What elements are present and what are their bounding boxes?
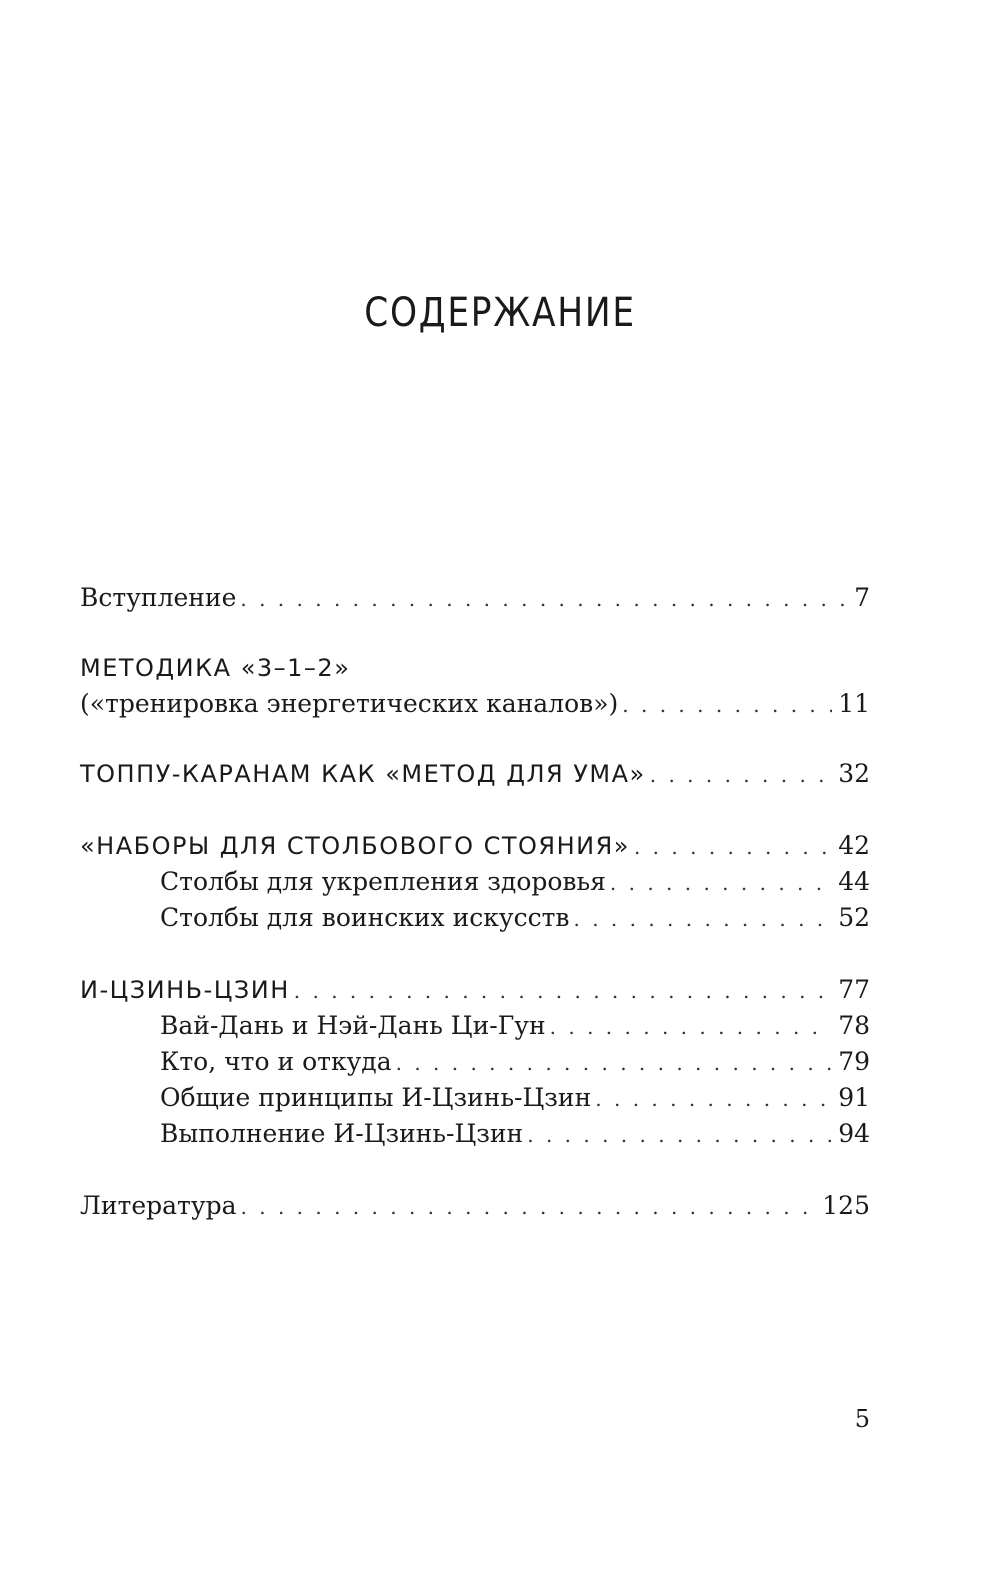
dot-leader bbox=[595, 1081, 832, 1117]
toc-entry-page: 91 bbox=[838, 1083, 870, 1112]
toc-entry-method[interactable] bbox=[80, 686, 870, 722]
toc-entry-toppu[interactable] bbox=[80, 756, 870, 792]
dot-leader bbox=[622, 687, 832, 723]
toc-entry-page: 52 bbox=[838, 903, 870, 932]
toc-subentry-principles[interactable] bbox=[80, 1080, 870, 1116]
dot-leader bbox=[610, 865, 832, 901]
toc-entry-page: 11 bbox=[838, 689, 870, 718]
toc-entry-page: 94 bbox=[838, 1119, 870, 1148]
dot-leader bbox=[634, 829, 832, 865]
toc-subentry-health-pillars[interactable] bbox=[80, 864, 870, 900]
toc-entry-page: 79 bbox=[838, 1047, 870, 1076]
toc-entry-page: 78 bbox=[838, 1011, 870, 1040]
toc-entry-label: ТОППУ-КАРАНАМ КАК «МЕТОД ДЛЯ УМА» bbox=[80, 760, 646, 788]
dot-leader bbox=[396, 1045, 833, 1081]
dot-leader bbox=[241, 1189, 817, 1225]
toc-entry-label: («тренировка энергетических каналов») bbox=[80, 689, 619, 718]
toc-entry-sets[interactable] bbox=[80, 828, 870, 864]
toc-entry-label: «НАБОРЫ ДЛЯ СТОЛБОВОГО СТОЯНИЯ» bbox=[80, 832, 630, 860]
toc-entry-intro[interactable] bbox=[80, 580, 870, 616]
dot-leader bbox=[527, 1117, 832, 1153]
page-number: 5 bbox=[854, 1405, 870, 1433]
toc-entry-page: 42 bbox=[838, 831, 870, 860]
toc-entry-label: Литература bbox=[80, 1191, 237, 1220]
page-title: СОДЕРЖАНИЕ bbox=[364, 290, 636, 336]
toc-heading-method: МЕТОДИКА «3–1–2» bbox=[80, 654, 351, 682]
toc-entry-literature[interactable] bbox=[80, 1188, 870, 1224]
dot-leader bbox=[650, 757, 832, 793]
toc-entry-page: 7 bbox=[854, 583, 870, 612]
toc-subentry-wai-dan[interactable] bbox=[80, 1008, 870, 1044]
table-of-contents bbox=[80, 580, 870, 1224]
dot-leader bbox=[294, 973, 832, 1009]
toc-subentry-execution[interactable] bbox=[80, 1116, 870, 1152]
toc-entry-label: Столбы для воинских искусств bbox=[160, 903, 570, 932]
toc-entry-label: Вай-Дань и Нэй-Дань Ци-Гун bbox=[160, 1011, 546, 1040]
toc-entry-label: Вступление bbox=[80, 583, 237, 612]
dot-leader bbox=[240, 581, 848, 617]
toc-entry-label: Кто, что и откуда bbox=[160, 1047, 392, 1076]
toc-entry-page: 32 bbox=[838, 759, 870, 788]
toc-entry-label: И-ЦЗИНЬ-ЦЗИН bbox=[80, 976, 290, 1004]
toc-entry-label: Выполнение И-Цзинь-Цзин bbox=[160, 1119, 524, 1148]
toc-entry-label: Общие принципы И-Цзинь-Цзин bbox=[160, 1083, 592, 1112]
dot-leader bbox=[550, 1009, 833, 1045]
toc-subentry-who-what[interactable] bbox=[80, 1044, 870, 1080]
dot-leader bbox=[573, 901, 832, 937]
toc-subentry-martial-pillars[interactable] bbox=[80, 900, 870, 936]
toc-entry-yijin[interactable] bbox=[80, 972, 870, 1008]
toc-entry-page: 44 bbox=[838, 867, 870, 896]
toc-entry-page: 77 bbox=[838, 975, 870, 1004]
toc-entry-page: 125 bbox=[822, 1191, 870, 1220]
toc-entry-label: Столбы для укрепления здоровья bbox=[160, 867, 606, 896]
